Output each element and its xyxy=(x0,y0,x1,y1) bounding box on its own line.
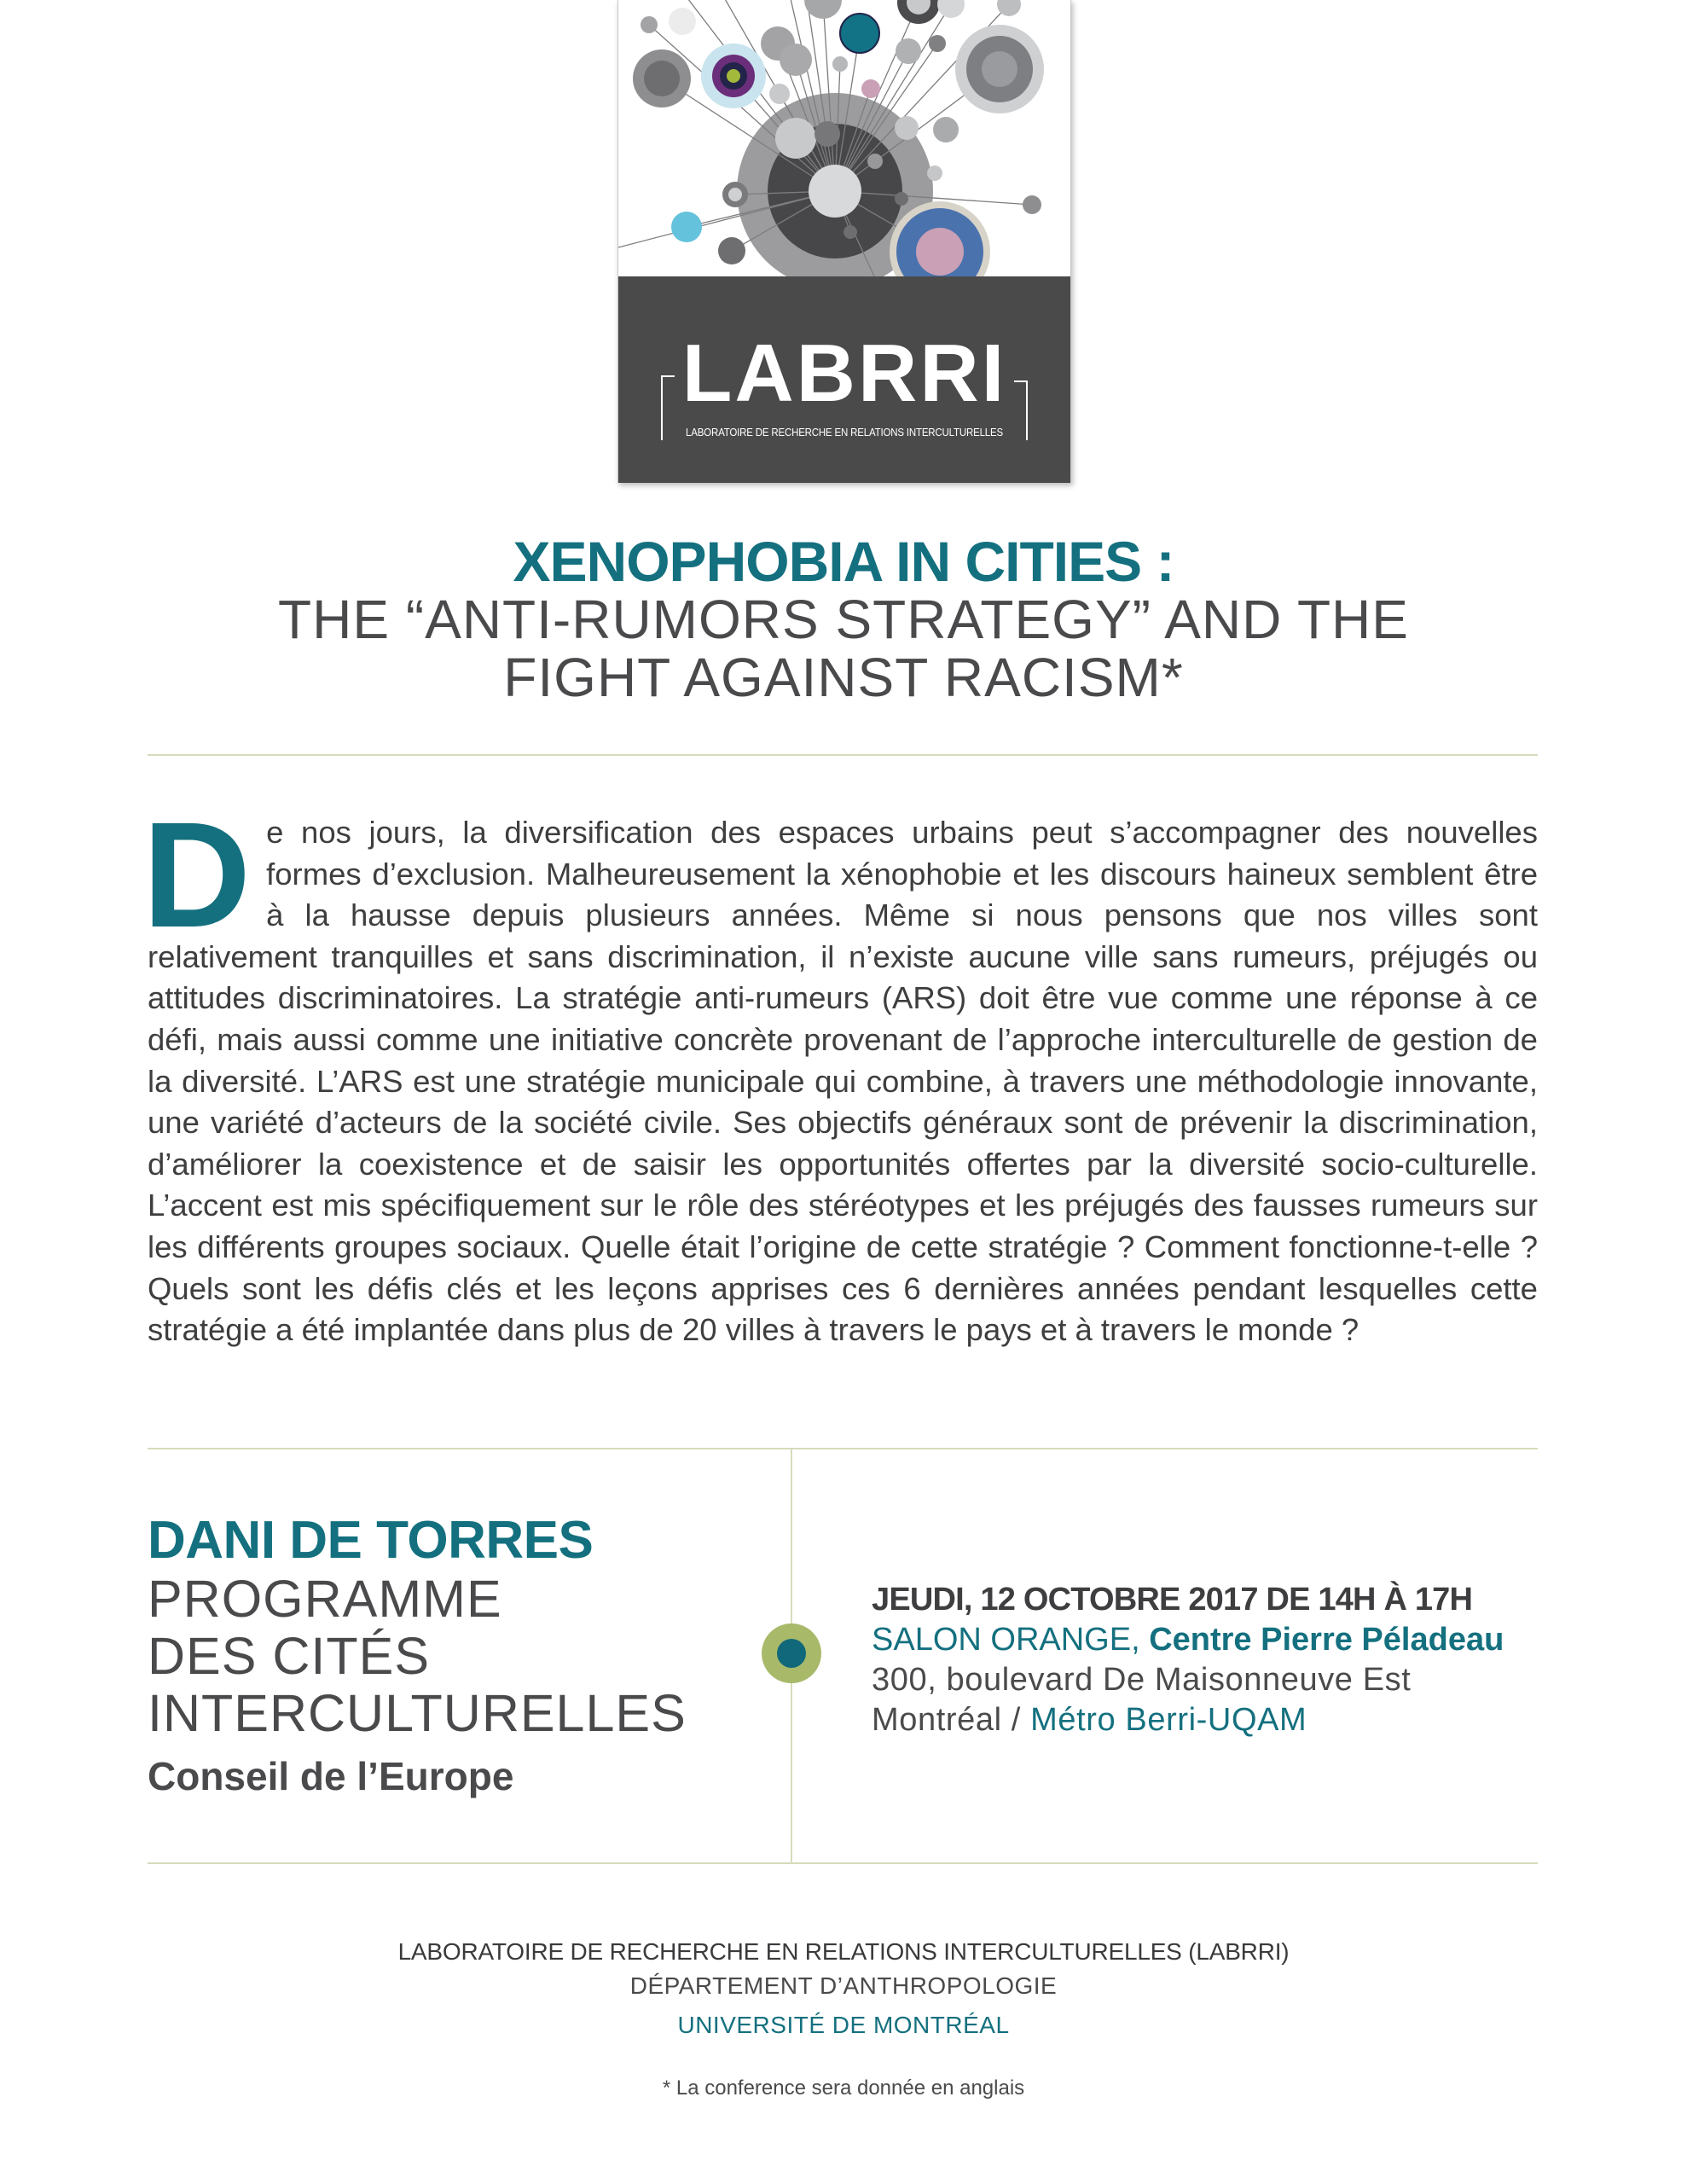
network-node xyxy=(718,237,745,264)
speaker-name: DANI DE TORRES xyxy=(148,1511,594,1570)
event-address: 300, boulevard De Maisonneuve Est xyxy=(872,1662,1412,1698)
labrri-logo-text: LABRRI xyxy=(681,328,1007,419)
cyan-node xyxy=(671,212,702,242)
network-node xyxy=(982,51,1017,87)
event-title-subtitle-line2: FIGHT AGAINST RACISM* xyxy=(503,647,1184,708)
timeline-marker-dot xyxy=(777,1639,806,1668)
divider-middle xyxy=(148,1448,1538,1449)
network-node xyxy=(769,84,790,104)
network-node xyxy=(916,228,964,276)
network-node xyxy=(1023,195,1041,214)
teal-node xyxy=(840,14,879,53)
speaker-program-line: DES CITÉS xyxy=(148,1627,431,1685)
network-node xyxy=(895,116,919,140)
event-metro: Métro Berri-UQAM xyxy=(1030,1702,1307,1738)
pink-node xyxy=(861,79,880,98)
event-building: Centre Pierre Péladeau xyxy=(1149,1622,1504,1658)
network-node xyxy=(727,69,740,83)
divider-bottom xyxy=(148,1862,1538,1864)
footer-university: UNIVERSITÉ DE MONTRÉAL xyxy=(677,2012,1010,2038)
footer-department: DÉPARTEMENT D’ANTHROPOLOGIE xyxy=(629,1972,1058,1999)
footer-language-note: * La conference sera donnée en anglais xyxy=(662,2077,1025,2100)
divider-top xyxy=(148,754,1538,756)
network-node xyxy=(929,35,946,52)
network-node xyxy=(832,56,848,72)
network-node xyxy=(844,225,857,239)
event-title-main: XENOPHOBIA IN CITIES : xyxy=(513,530,1174,593)
speaker-program-line: INTERCULTURELLES xyxy=(148,1684,687,1742)
network-node xyxy=(669,8,696,35)
labrri-logo-subtitle: LABORATOIRE DE RECHERCHE EN RELATIONS INTERCULTURELLES xyxy=(686,427,1003,439)
event-venue xyxy=(872,1620,1504,1660)
network-node xyxy=(728,188,742,201)
network-node xyxy=(641,16,658,33)
event-title-subtitle-line1: THE “ANTI-RUMORS STRATEGY” AND THE xyxy=(278,589,1409,650)
description-paragraph xyxy=(142,792,1538,1351)
network-node xyxy=(933,117,959,142)
description-text: e nos jours, la diversification des espaces urbains peut s’accompagner des nouvelles formes d’exclusion. Malheureusement la xénophobie et les discours haineux semblent être à la hausse depuis plusieurs années. Même si nous pensons que nos villes sont relativement tranquilles et sans discrimination, il n’existe aucune ville sans rumeurs, préjugés ou attitudes discriminatoires. La stratégie anti-rumeurs (ARS) doit être vue comme une réponse à ce défi, mais aussi comme une initiative concrète provenant de l’approche interculturelle de gestion de la diversité. L’ARS est une stratégie municipale qui combine, à travers une méthodologie innovante, une variété d’acteurs de la société civile. Ses objectifs généraux sont de prévenir la discrimination, d’améliorer la coexistence et de saisir les opportunités offertes par la diversité socio-culturelle. L’accent est mis spécifiquement sur le rôle des stéréotypes et les préjugés des fausses rumeurs sur les différents groupes sociaux. Quelle était l’origine de cette stratégie ? Comment fonctionne-t-elle ? Quels sont les défis clés et les leçons apprises ces 6 dernières années pendant lesquelles cette stratégie a été implantée dans plus de 20 villes à travers le pays et à travers le monde ? xyxy=(148,815,1538,1348)
network-node xyxy=(937,0,965,18)
network-node xyxy=(815,121,840,147)
speaker-program-line: PROGRAMME xyxy=(148,1570,502,1628)
event-room: SALON ORANGE, xyxy=(872,1622,1140,1658)
network-node xyxy=(867,154,883,169)
event-city-line xyxy=(872,1700,1307,1740)
event-date: JEUDI, 12 OCTOBRE 2017 DE 14H À 17H xyxy=(872,1582,1473,1618)
network-circles-illustration xyxy=(618,0,1070,276)
network-node xyxy=(895,192,908,206)
network-node xyxy=(644,61,680,96)
network-node xyxy=(896,38,921,64)
labrri-poster-image xyxy=(617,0,1071,483)
footer-lab-name: LABORATOIRE DE RECHERCHE EN RELATIONS INTERCULTURELLES (LABRRI) xyxy=(397,1938,1290,1965)
network-node xyxy=(927,166,942,181)
hub-center xyxy=(809,165,861,218)
network-node xyxy=(780,44,812,76)
network-node xyxy=(775,118,816,159)
speaker-organization: Conseil de l’Europe xyxy=(148,1754,514,1798)
event-city: Montréal / xyxy=(872,1702,1021,1738)
drop-cap: D xyxy=(142,792,252,959)
